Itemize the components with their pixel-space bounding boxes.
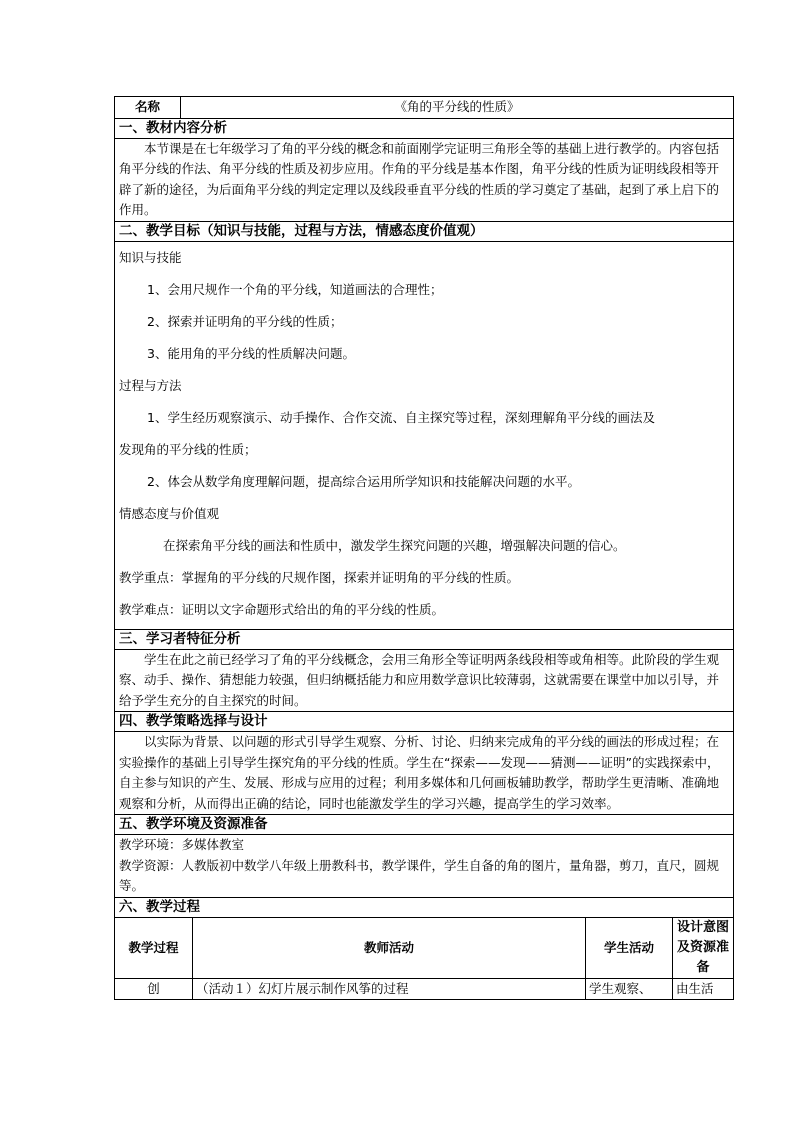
emotion-title: 情感态度与价值观 [119, 505, 220, 521]
emotion-text: 在探索角平分线的画法和性质中，激发学生探究问题的兴趣，增强解决问题的信心。 [163, 537, 626, 553]
environment-text: 教学环境：多媒体教室 [119, 837, 245, 852]
section-heading: 一、教材内容分析 [115, 118, 734, 138]
section-heading: 三、学习者特征分析 [115, 629, 734, 649]
section-heading: 六、教学过程 [115, 897, 734, 917]
process-item-1b: 发现角的平分线的性质； [119, 441, 257, 457]
title-row [115, 97, 734, 119]
table-row [115, 978, 734, 999]
process-item-2: 2、体会从数学角度理解问题，提高综合运用所学知识和技能解决问题的水平。 [147, 473, 580, 489]
lesson-plan-table [114, 96, 734, 918]
section-5-body-row [115, 835, 734, 898]
process-table [114, 917, 734, 1000]
process-table-header [115, 917, 734, 978]
learner-analysis-text: 学生在此之前已经学习了角的平分线概念，会用三角形全等证明两条线段相等或角相等。此阶段的学生观察、动手、操作、猜想能力较强，但归纳概括能力和应用数学意识比较薄弱，这就需要在课堂中加以引导，并给予学生充分的自主探究的时间。 [119, 651, 720, 708]
knowledge-item: 2、探索并证明角的平分线的性质； [147, 313, 343, 329]
section-5-heading-row [115, 815, 734, 835]
section-heading: 四、教学策略选择与设计 [115, 712, 734, 732]
knowledge-title: 知识与技能 [119, 249, 182, 265]
teacher-activity-cell: （活动１）幻灯片展示制作风筝的过程 [193, 978, 586, 999]
difficulty: 教学难点：证明以文字命题形式给出的角的平分线的性质。 [119, 601, 445, 617]
process-item-1a: 1、学生经历观察演示、动手操作、合作交流、自主探究等过程，深刻理解角平分线的画法及 [147, 409, 655, 425]
key-point: 教学重点：掌握角的平分线的尺规作图，探索并证明角的平分线的性质。 [119, 569, 520, 585]
design-intent-cell: 由生活 [673, 978, 734, 999]
section-2-heading-row [115, 221, 734, 241]
section-4-heading-row [115, 712, 734, 732]
section-heading: 二、教学目标（知识与技能，过程与方法，情感态度价值观） [115, 221, 734, 241]
process-title: 过程与方法 [119, 377, 182, 393]
section-heading: 五、教学环境及资源准备 [115, 815, 734, 835]
section-1-heading-row [115, 118, 734, 138]
student-activity-cell: 学生观察、 [586, 978, 673, 999]
knowledge-item: 1、会用尺规作一个角的平分线，知道画法的合理性； [147, 281, 443, 297]
header-student-activity: 学生活动 [586, 917, 673, 978]
section-6-heading-row [115, 897, 734, 917]
section-3-heading-row [115, 629, 734, 649]
section-2-body-row [115, 241, 734, 629]
knowledge-item: 3、能用角的平分线的性质解决问题。 [147, 345, 355, 361]
lesson-plan-document [114, 96, 733, 1000]
header-teacher-activity: 教师活动 [193, 917, 586, 978]
section-3-body-row [115, 649, 734, 712]
material-analysis-text: 本节课是在七年级学习了角的平分线的概念和前面刚学完证明三角形全等的基础上进行教学的。内容包括角平分线的作法、角平分线的性质及初步应用。作角的平分线是基本作图，角平分线的性质为证明线段相等开辟了新的途径，为后面角平分线的判定定理以及线段垂直平分线的性质的学习奠定了基础，起到了承上启下的作用。 [119, 140, 720, 217]
resources-text: 教学资源：人教版初中数学八年级上册教科书，教学课件，学生自备的角的图片，量角器，剪刀，直尺，圆规等。 [119, 857, 720, 893]
strategy-text: 以实际为背景、以问题的形式引导学生观察、分析、讨论、归纳来完成角的平分线的画法的形成过程；在实验操作的基础上引导学生探究角的平分线的性质。学生在“探索——发现——猜测——证明”的实践探索中，自主参与知识的产生、发展、形成与应用的过程；利用多媒体和几何画板辅助教学，帮助学生更清晰、准确地观察和分析，从而得出正确的结论，同时也能激发学生的学习兴趣，提高学生的学习效率。 [119, 734, 720, 811]
section-4-body-row [115, 732, 734, 815]
process-cell: 创 [115, 978, 193, 999]
section-1-body-row [115, 138, 734, 221]
name-label: 名称 [115, 97, 181, 119]
header-design-intent: 设计意图及资源准备 [673, 917, 734, 978]
header-process: 教学过程 [115, 917, 193, 978]
lesson-title: 《角的平分线的性质》 [181, 97, 734, 119]
